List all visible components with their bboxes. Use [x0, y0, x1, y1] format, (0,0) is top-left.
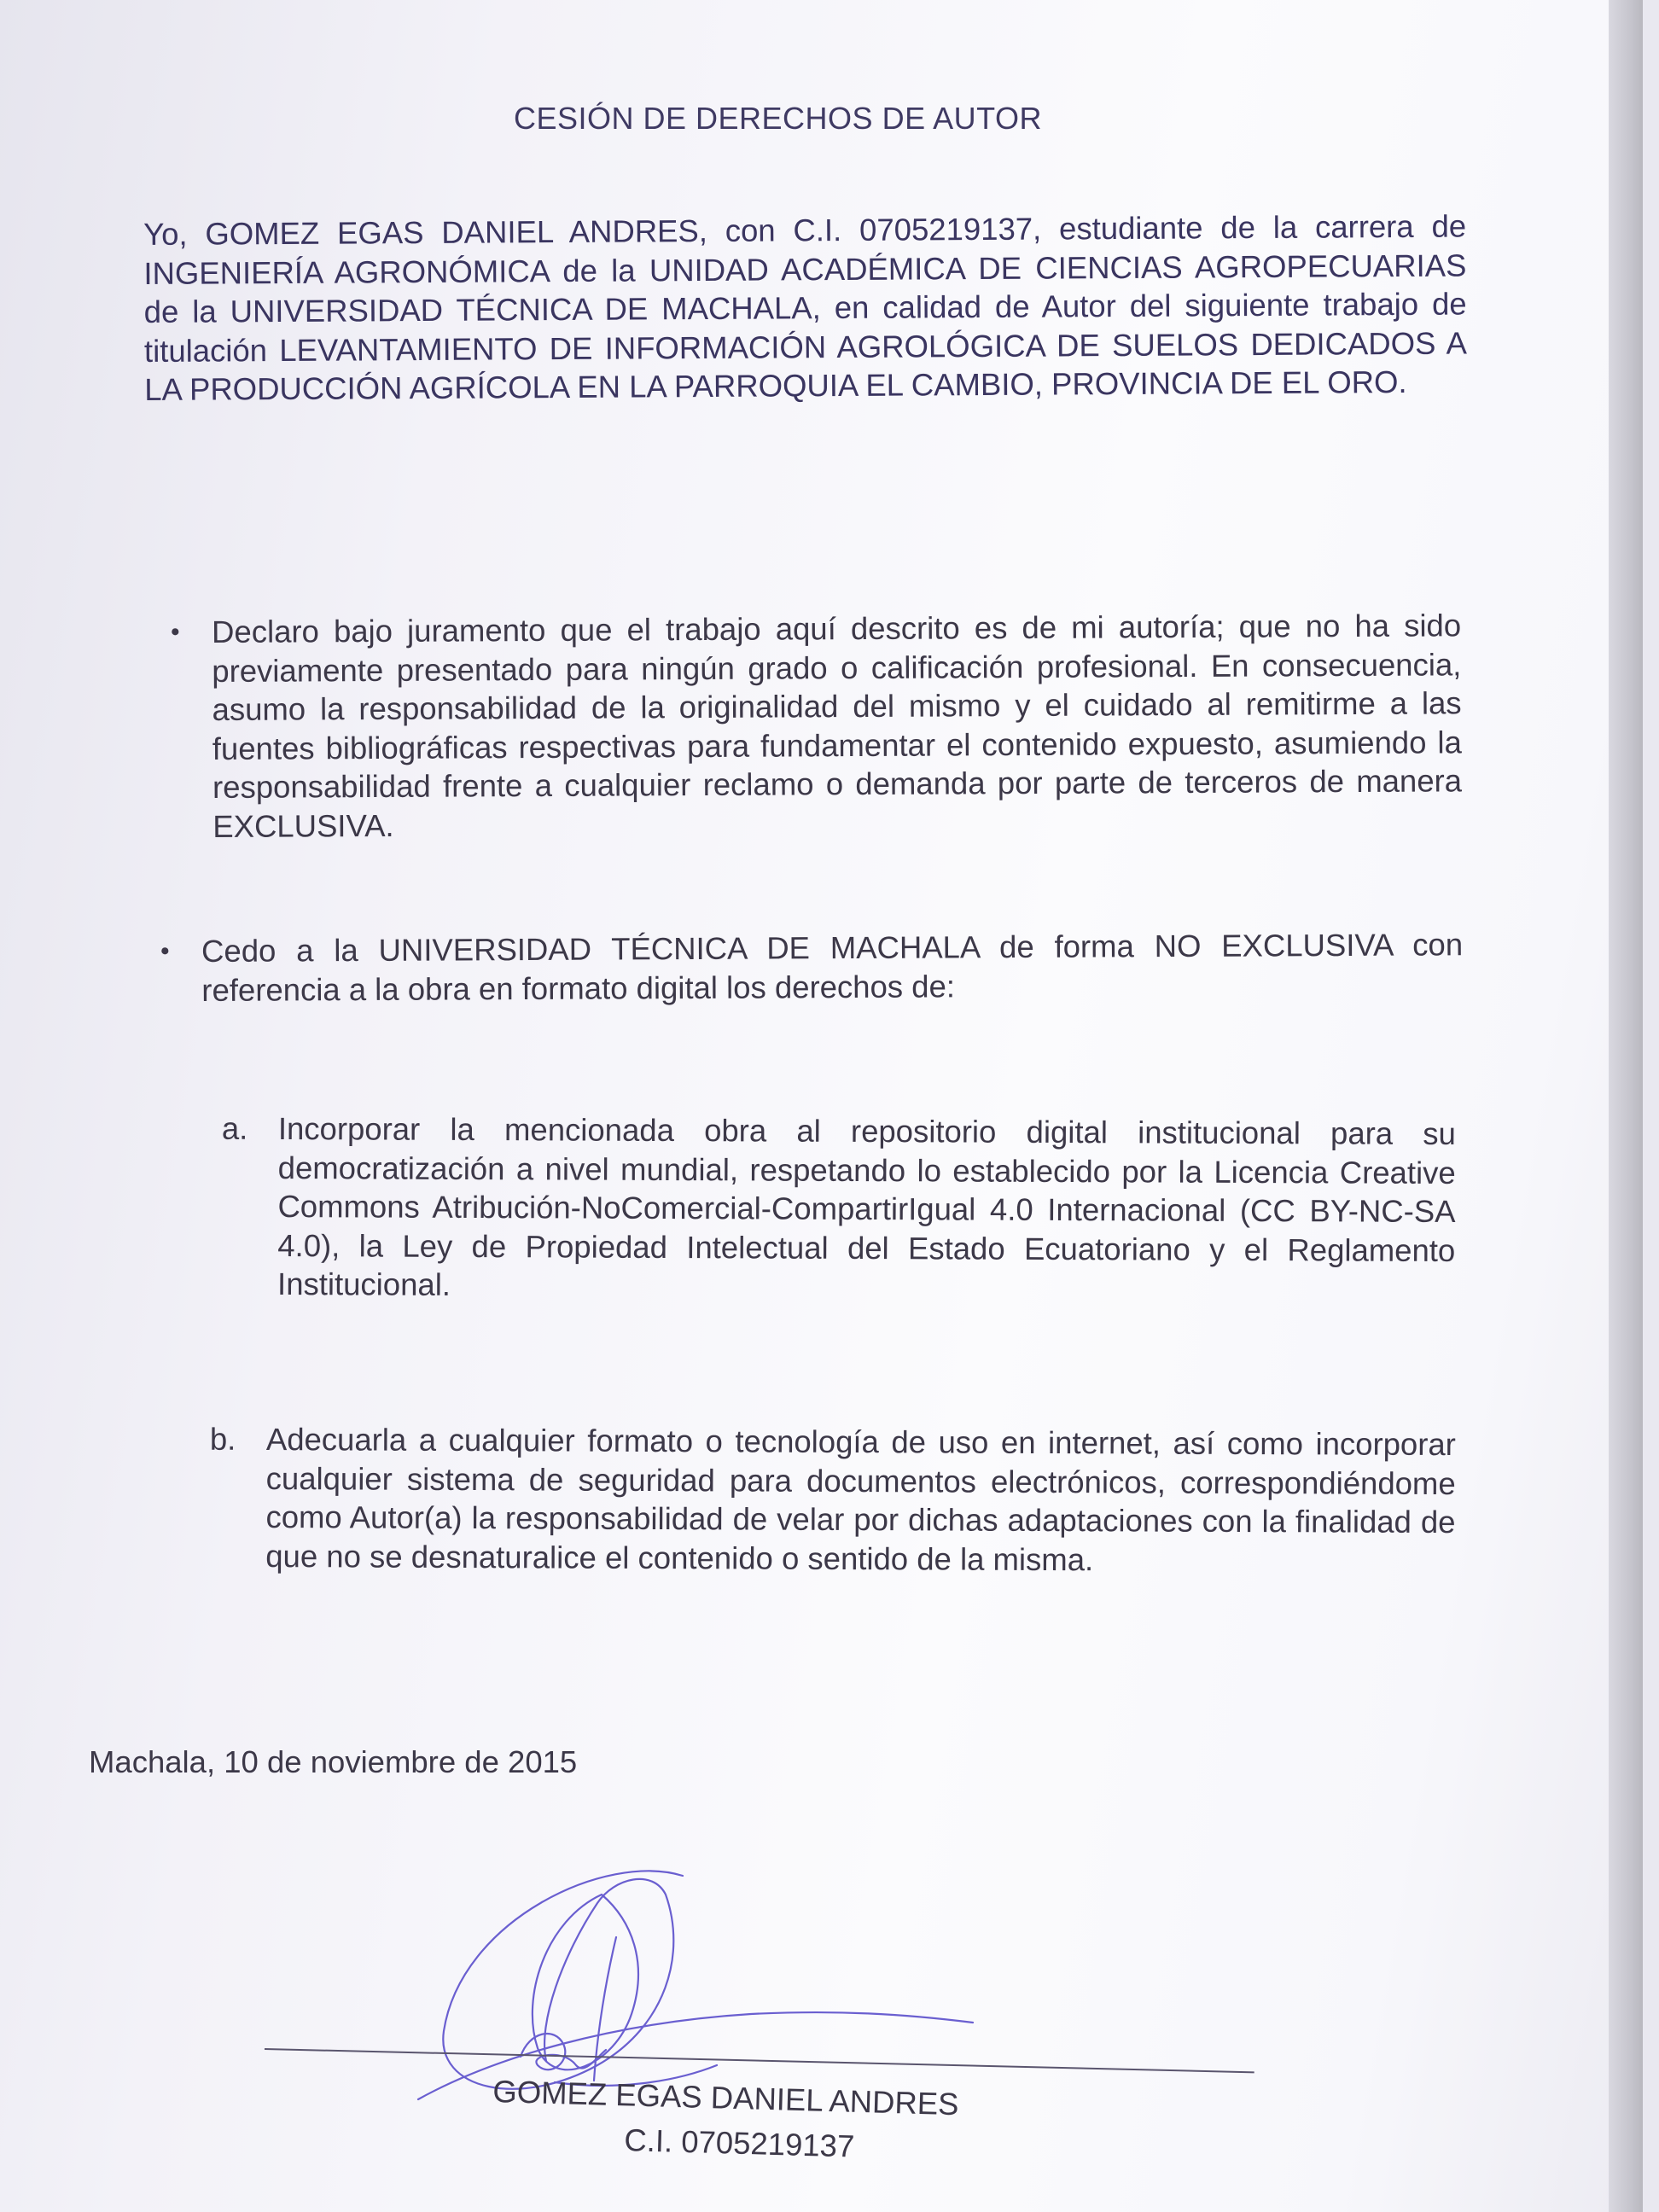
signer-id: C.I. 0705219137: [623, 2122, 855, 2164]
bullet-text: Cedo a la UNIVERSIDAD TÉCNICA DE MACHALA de forma NO EXCLUSIVA con referencia a la obra en formato digital los derechos de:: [201, 927, 1464, 1008]
page-edge: [1609, 0, 1643, 2212]
bullet-dot: •: [160, 937, 170, 966]
bullet-dot: •: [171, 618, 180, 647]
list-marker: a.: [221, 1110, 248, 1146]
list-item-a: [221, 1109, 1456, 1309]
list-item-text: Incorporar la mencionada obra al repositorio digital institucional para su democratización a nivel mundial, respetando lo establecido por la Licencia Creative Commons Atribución-NoComercial-CompartirIgual 4.0 Internacional (CC BY-NC-SA 4.0), la Ley de Propiedad Intelectual del Estado Ecuatoriano y el Reglamento Institucional.: [277, 1111, 1456, 1302]
document-title: CESIÓN DE DERECHOS DE AUTOR: [514, 101, 1042, 136]
bullet-cession: [160, 925, 1464, 1010]
bullet-text: Declaro bajo juramento que el trabajo aquí descrito es de mi autoría; que no ha sido previamente presentado para ningún grado o calificación profesional. En consecuencia, asumo la responsabilidad de la originalidad del mismo y el cuidado al remitirme a las fuentes bibliográficas respectivas para fundamentar el contenido expuesto, asumiendo la responsabilidad frente a cualquier reclamo o demanda por parte de terceros de manera EXCLUSIVA.: [212, 608, 1463, 844]
handwritten-signature: [393, 1852, 1007, 2108]
list-item-text: Adecuarla a cualquier formato o tecnología de uso en internet, así como incorporar cualquier sistema de seguridad para documentos electrónicos, correspondiéndome como Autor(a) la responsabilidad de velar por dichas adaptaciones con la finalidad de que no se desnaturalice el contenido o sentido de la misma.: [265, 1422, 1456, 1577]
list-marker: b.: [209, 1421, 236, 1457]
intro-paragraph: Yo, GOMEZ EGAS DANIEL ANDRES, con C.I. 0705219137, estudiante de la carrera de INGENIERÍA AGRONÓMICA de la UNIDAD ACADÉMICA DE CIENCIAS AGROPECUARIAS de la UNIVERSIDAD TÉCNICA DE MACHALA, en calidad de Autor del siguiente trabajo de titulación LEVANTAMIENTO DE INFORMACIÓN AGROLÓGICA DE SUELOS DEDICADOS A LA PRODUCCIÓN AGRÍCOLA EN LA PARROQUIA EL CAMBIO, PROVINCIA DE EL ORO.: [143, 208, 1468, 407]
bullet-declaration: [171, 606, 1463, 846]
signer-name: GOMEZ EGAS DANIEL ANDRES: [492, 2074, 960, 2122]
list-item-b: [209, 1420, 1456, 1580]
date-line: Machala, 10 de noviembre de 2015: [89, 1744, 578, 1779]
